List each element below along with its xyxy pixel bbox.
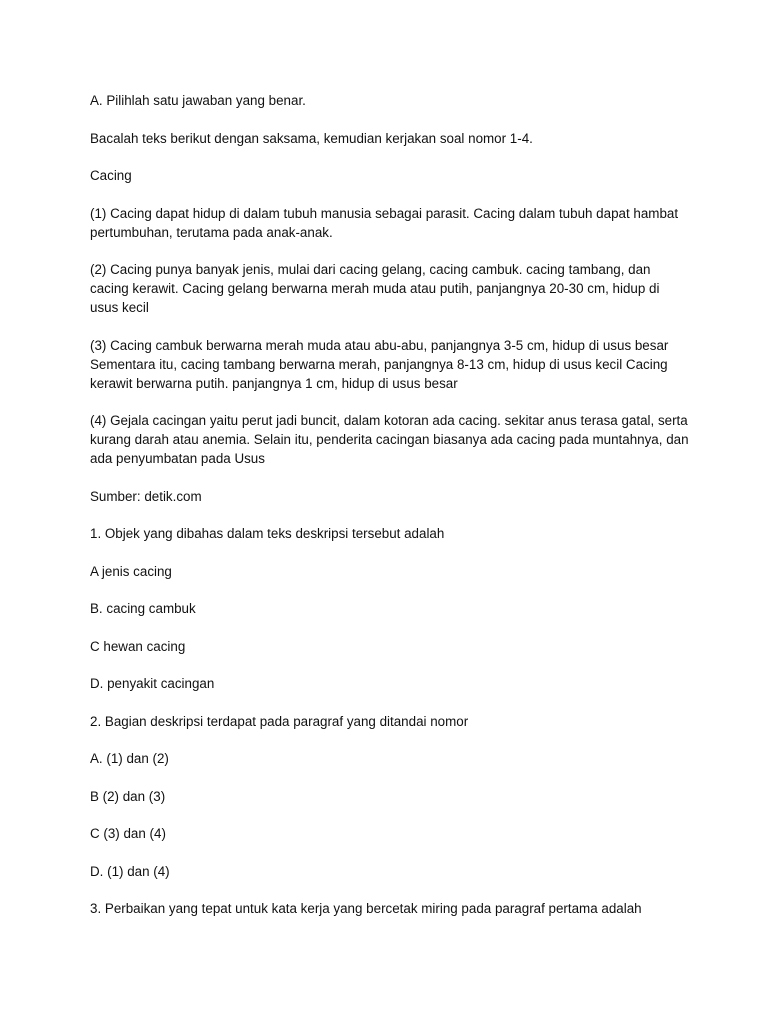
document-body <box>90 91 690 937</box>
question-2-option-a: A. (1) dan (2) <box>90 751 169 766</box>
question-1-option-a: A jenis cacing <box>90 563 172 579</box>
question-3: 3. Perbaikan yang tepat untuk kata kerja yang bercetak miring pada paragraf pertama adalah <box>90 901 642 916</box>
question-1-option-c: C hewan cacing <box>90 638 186 654</box>
intro: Bacalah teks berikut dengan saksama, kemudian kerjakan soal nomor 1-4. <box>90 130 533 146</box>
question-2-option-c: C (3) dan (4) <box>90 826 166 841</box>
paragraph-3: (3) Cacing cambuk berwarna merah muda atau abu-abu, panjangnya 3-5 cm, hidup di usus besar Sementara itu, cacing tambang berwarna merah, panjangnya 8-13 cm, hidup di usus kecil Cacing kerawit berwarna putih. panjangnya 1 cm, hidup di usus besar <box>90 337 669 391</box>
paragraph-1: (1) Cacing dapat hidup di dalam tubuh manusia sebagai parasit. Cacing dalam tubuh dapat hambat pertumbuhan, terutama pada anak-anak. <box>90 205 679 240</box>
paragraph-4: (4) Gejala cacingan yaitu perut jadi buncit, dalam kotoran ada cacing. sekitar anus terasa gatal, serta kurang darah atau anemia. Selain itu, penderita cacingan biasanya ada cacing pada muntahnya, dan ada penyumbatan pada Usus <box>90 413 689 466</box>
source: Sumber: detik.com <box>90 488 202 504</box>
instruction: A. Pilihlah satu jawaban yang benar. <box>90 93 306 108</box>
question-2-option-d: D. (1) dan (4) <box>90 863 170 879</box>
question-2: 2. Bagian deskripsi terdapat pada paragraf yang ditandai nomor <box>90 713 469 729</box>
paragraph-2: (2) Cacing punya banyak jenis, mulai dari cacing gelang, cacing cambuk. cacing tambang, dan cacing kerawit. Cacing gelang berwarna merah muda atau putih, panjangnya 20-30 cm, hidup di usus kecil <box>90 262 660 315</box>
text-title: Cacing <box>90 168 132 183</box>
question-2-option-b: B (2) dan (3) <box>90 788 166 804</box>
question-1-option-d: D. penyakit cacingan <box>90 676 215 691</box>
question-1-option-b: B. cacing cambuk <box>90 601 196 616</box>
question-1: 1. Objek yang dibahas dalam teks deskripsi tersebut adalah <box>90 526 445 541</box>
